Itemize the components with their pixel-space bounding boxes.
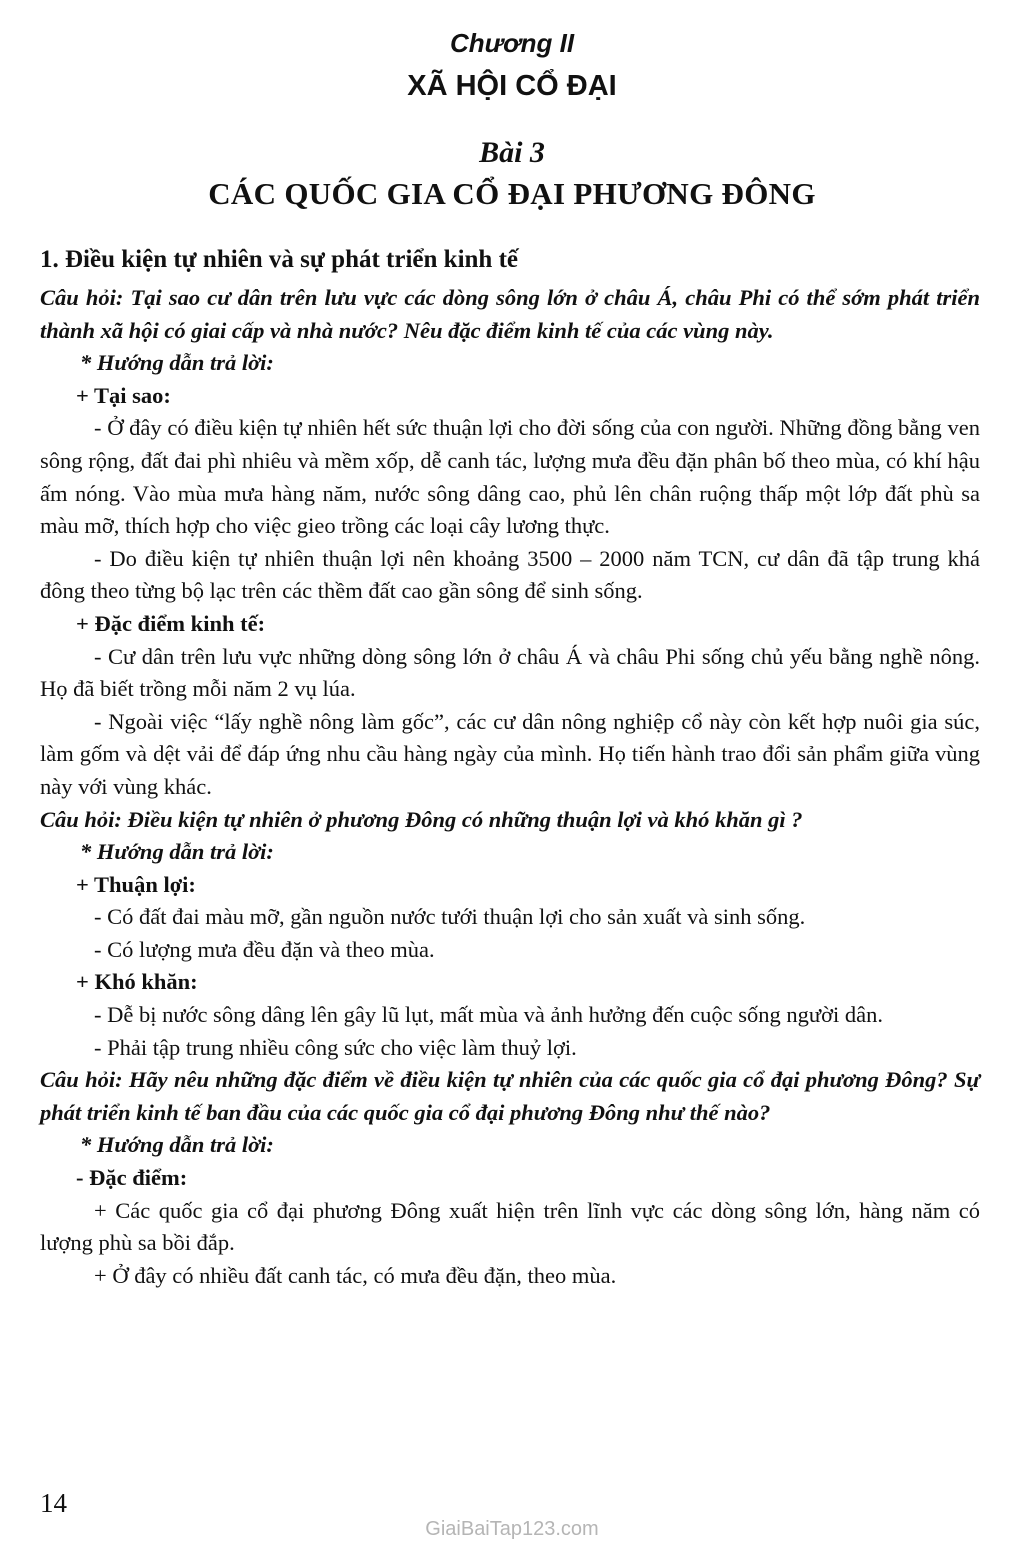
- question-2: Câu hỏi: Điều kiện tự nhiên ở phương Đông có những thuận lợi và khó khăn gì ?: [40, 806, 803, 832]
- question-3: Câu hỏi: Hãy nêu những đặc điểm về điều kiện tự nhiên của các quốc gia cổ đại phương Đông? Sự phát triển kinh tế ban đầu của các quốc gia cổ đại phương Đông như thế nào?: [40, 1067, 980, 1125]
- page-number: 14: [40, 1488, 67, 1518]
- lesson-label: Bài 3: [479, 136, 545, 169]
- section-heading: 1. Điều kiện tự nhiên và sự phát triển kinh tế: [40, 246, 518, 273]
- difficulties-label: + Khó khăn:: [76, 969, 198, 995]
- watermark: GiaiBaiTap123.com: [425, 1518, 599, 1540]
- answer-guide-1: * Hướng dẫn trả lời:: [80, 350, 274, 376]
- chapter-label: Chương II: [449, 28, 575, 58]
- lesson-content: [40, 238, 980, 1292]
- economy-label: + Đặc điểm kinh tế:: [76, 610, 266, 636]
- advantage-paragraph-1: - Có đất đai màu mỡ, gần nguồn nước tưới thuận lợi cho sản xuất và sinh sống.: [94, 904, 806, 930]
- feature-paragraph-1: + Các quốc gia cổ đại phương Đông xuất hiện trên lĩnh vực các dòng sông lớn, hàng năm có lượng phù sa bồi đắp.: [40, 1197, 980, 1256]
- difficulty-paragraph-1: - Dễ bị nước sông dâng lên gây lũ lụt, mất mùa và ảnh hưởng đến cuộc sống người dân.: [94, 1002, 883, 1028]
- part-title: XÃ HỘI CỔ ĐẠI: [407, 70, 617, 102]
- features-label: - Đặc điểm:: [76, 1165, 188, 1191]
- economy-paragraph-1: - Cư dân trên lưu vực những dòng sông lớn ở châu Á và châu Phi sống chủ yếu bằng nghề nông. Họ đã biết trồng mỗi năm 2 vụ lúa.: [40, 643, 980, 702]
- economy-paragraph-2: - Ngoài việc “lấy nghề nông làm gốc”, các cư dân nông nghiệp cổ này còn kết hợp nuôi gia súc, làm gốm và dệt vải để đáp ứng nhu cầu hàng ngày của mình. Họ tiến hành trao đổi sản phẩm giữa vùng này với vùng khác.: [40, 708, 980, 799]
- question-1: Câu hỏi: Tại sao cư dân trên lưu vực các dòng sông lớn ở châu Á, châu Phi có thể sớm phát triển thành xã hội có giai cấp và nhà nước? Nêu đặc điểm kinh tế của các vùng này.: [40, 285, 980, 343]
- lesson-title: CÁC QUỐC GIA CỔ ĐẠI PHƯƠNG ĐÔNG: [208, 176, 816, 211]
- advantages-label: + Thuận lợi:: [76, 871, 196, 897]
- difficulty-paragraph-2: - Phải tập trung nhiều công sức cho việc làm thuỷ lợi.: [94, 1034, 577, 1060]
- feature-paragraph-2: + Ở đây có nhiều đất canh tác, có mưa đều đặn, theo mùa.: [94, 1262, 617, 1288]
- why-label: + Tại sao:: [76, 382, 171, 408]
- answer-guide-3: * Hướng dẫn trả lời:: [80, 1132, 274, 1158]
- answer-guide-2: * Hướng dẫn trả lời:: [80, 839, 274, 865]
- advantage-paragraph-2: - Có lượng mưa đều đặn và theo mùa.: [94, 936, 435, 962]
- why-paragraph-1: - Ở đây có điều kiện tự nhiên hết sức thuận lợi cho đời sống của con người. Những đồng bằng ven sông rộng, đất đai phì nhiêu và mềm xốp, dễ canh tác, lượng mưa đều đặn phân bố theo mùa, có khí hậu ấm nóng. Vào mùa mưa hàng năm, nước sông dâng cao, phủ lên chân ruộng thấp một lớp đất phù sa màu mỡ, thích hợp cho việc gieo trồng các loại cây lương thực.: [40, 415, 980, 539]
- why-paragraph-2: - Do điều kiện tự nhiên thuận lợi nên khoảng 3500 – 2000 năm TCN, cư dân đã tập trung khá đông theo từng bộ lạc trên các thềm đất cao gần sông để sinh sống.: [40, 545, 980, 604]
